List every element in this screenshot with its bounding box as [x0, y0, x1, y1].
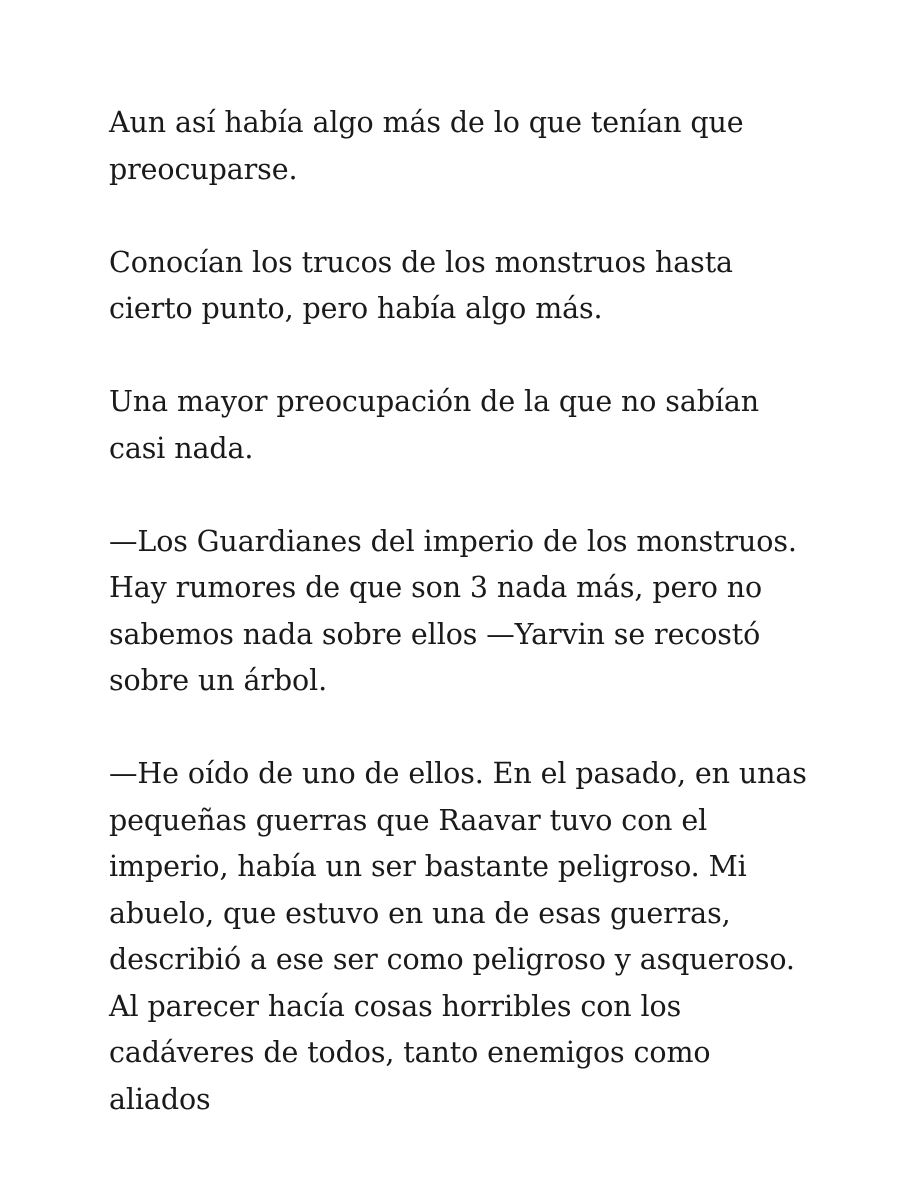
text-line: sobre un árbol. — [109, 664, 328, 697]
text-line: Al parecer hacía cosas horribles con los — [109, 989, 682, 1023]
text-line: pequeñas guerras que Raavar tuvo con el — [109, 803, 708, 837]
text-line: abuelo, que estuvo en una de esas guerras, — [109, 896, 731, 930]
text-line: cierto punto, pero había algo más. — [109, 292, 603, 325]
text-line: imperio, había un ser bastante peligroso. Mi — [109, 850, 747, 883]
paragraph — [109, 240, 809, 333]
text-line: —He oído de uno de ellos. En el pasado, en unas — [109, 757, 807, 790]
paragraph — [109, 519, 809, 705]
text-line: sabemos nada sobre ellos —Yarvin se recostó — [109, 617, 761, 651]
paragraph — [109, 379, 809, 472]
paragraph — [109, 751, 809, 1123]
text-line: Una mayor preocupación de la que no sabían — [109, 385, 760, 418]
text-line: —Los Guardianes del imperio de los monstruos. — [109, 524, 797, 558]
text-line: Aun así había algo más de lo que tenían que — [109, 106, 744, 139]
text-line: cadáveres de todos, tanto enemigos como — [109, 1036, 711, 1069]
text-line: casi nada. — [109, 431, 254, 465]
text-line: aliados — [109, 1082, 211, 1116]
text-line: Conocían los trucos de los monstruos hasta — [109, 245, 733, 279]
paragraph — [109, 100, 809, 193]
text-line: describió a ese ser como peligroso y asqueroso. — [109, 943, 795, 976]
text-line: preocuparse. — [109, 152, 298, 186]
document-page — [109, 100, 809, 1170]
text-line: Hay rumores de que son 3 nada más, pero no — [109, 571, 763, 604]
